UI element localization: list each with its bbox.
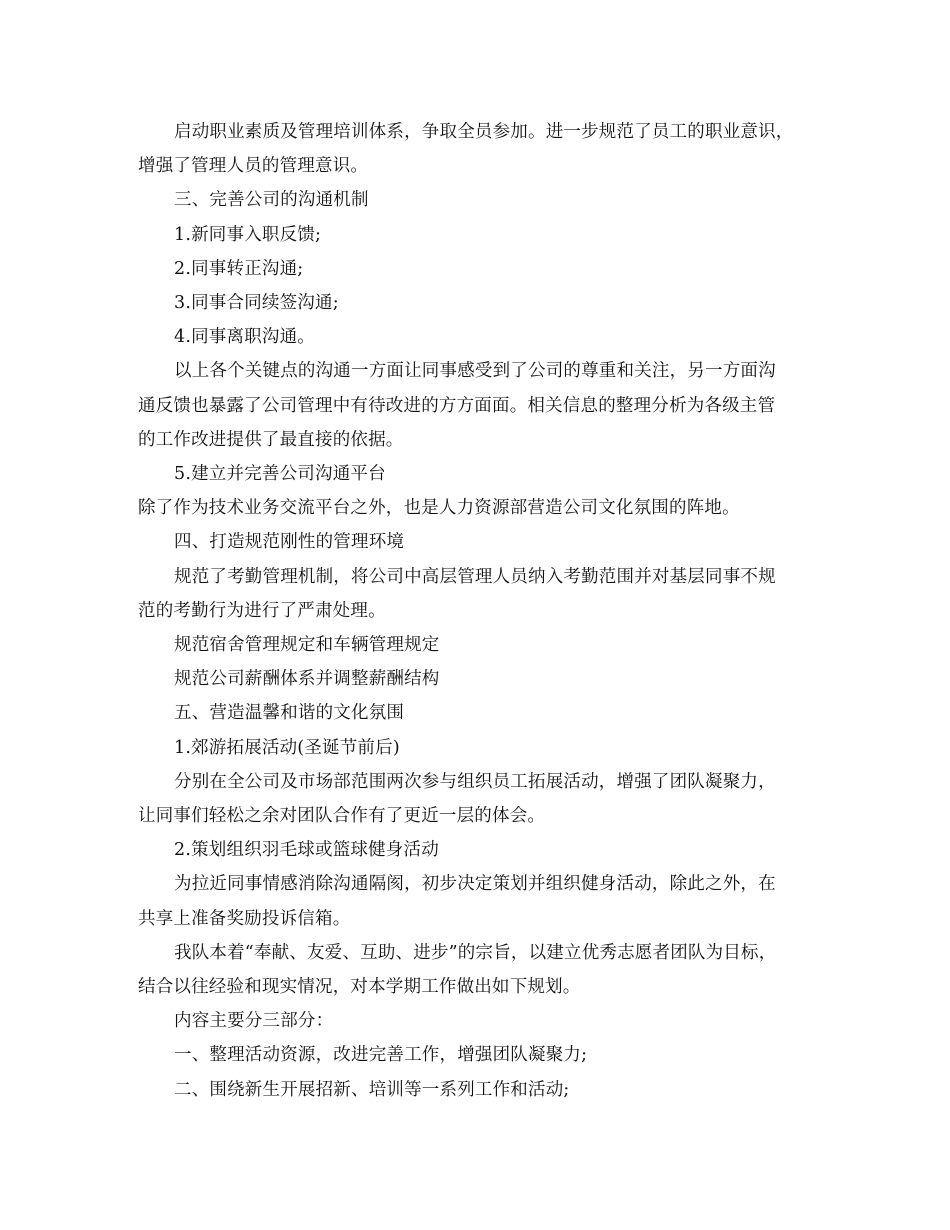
paragraph-outing-cont xyxy=(138,799,838,833)
paragraph-fitness xyxy=(138,867,838,901)
text-line: 为拉近同事情感消除沟通隔阂，初步决定策划并组织健身活动，除此之外，在 xyxy=(174,874,776,895)
paragraph-dorm xyxy=(138,628,838,662)
text-line: 以上各个关键点的沟通一方面让同事感受到了公司的尊重和关注，另一方面沟 xyxy=(174,361,776,382)
text-line: 共享上准备奖励投诉信箱。 xyxy=(138,908,351,929)
list-item-outing xyxy=(138,731,838,765)
list-item-4 xyxy=(138,320,838,354)
section-heading-5 xyxy=(138,696,838,730)
text-line: 结合以往经验和现实情况，对本学期工作做出如下规划。 xyxy=(138,977,581,998)
paragraph-salary xyxy=(138,662,838,696)
section-heading-4 xyxy=(138,525,838,559)
text-line: 除了作为技术业务交流平台之外，也是人力资源部营造公司文化氛围的阵地。 xyxy=(138,498,740,519)
paragraph-attendance-cont xyxy=(138,594,838,628)
text-line: 四、打造规范刚性的管理环境 xyxy=(174,532,405,553)
text-line: 让同事们轻松之余对团队合作有了更近一层的体会。 xyxy=(138,806,546,827)
text-line: 规范了考勤管理机制，将公司中高层管理人员纳入考勤范围并对基层同事不规 xyxy=(174,566,776,587)
list-item-fitness xyxy=(138,833,838,867)
paragraph-training xyxy=(138,115,838,149)
paragraph-communication xyxy=(138,354,838,388)
text-line: 规范宿舍管理规定和车辆管理规定 xyxy=(174,635,440,656)
text-line: 的工作改进提供了最直接的依据。 xyxy=(138,429,404,450)
paragraph-volunteer xyxy=(138,936,838,970)
text-line: 规范公司薪酬体系并调整薪酬结构 xyxy=(174,669,440,690)
text-line: 1.郊游拓展活动(圣诞节前后) xyxy=(174,737,400,758)
paragraph-training-cont xyxy=(138,149,838,183)
text-line: 2.策划组织羽毛球或篮球健身活动 xyxy=(174,840,439,861)
text-line: 3.同事合同续签沟通; xyxy=(174,293,339,314)
paragraph-communication-end xyxy=(138,423,838,457)
text-line: 启动职业素质及管理培训体系，争取全员参加。进一步规范了员工的职业意识， xyxy=(174,122,794,142)
paragraph-volunteer-cont xyxy=(138,970,838,1004)
paragraph-platform xyxy=(138,491,838,525)
list-item-2 xyxy=(138,252,838,286)
text-line: 通反馈也暴露了公司管理中有待改进的方方面面。相关信息的整理分析为各级主管 xyxy=(138,395,776,416)
text-line: 二、围绕新生开展招新、培训等一系列工作和活动; xyxy=(174,1079,570,1100)
list-item-part-1 xyxy=(138,1038,838,1072)
section-heading-3 xyxy=(138,183,838,217)
paragraph-fitness-cont xyxy=(138,902,838,936)
text-line: 一、整理活动资源，改进完善工作，增强团队凝聚力; xyxy=(174,1045,588,1066)
text-line: 我队本着“奉献、友爱、互助、进步”的宗旨，以建立优秀志愿者团队为目标， xyxy=(174,942,777,963)
text-line: 内容主要分三部分： xyxy=(174,1011,334,1032)
text-line: 5.建立并完善公司沟通平台 xyxy=(174,464,386,485)
paragraph-content-intro xyxy=(138,1004,838,1038)
paragraph-communication-cont xyxy=(138,389,838,423)
paragraph-attendance xyxy=(138,560,838,594)
text-line: 2.同事转正沟通; xyxy=(174,258,304,279)
text-line: 4.同事离职沟通。 xyxy=(174,327,315,348)
text-line: 分别在全公司及市场部范围两次参与组织员工拓展活动，增强了团队凝聚力， xyxy=(174,771,776,792)
list-item-5 xyxy=(138,457,838,491)
list-item-1 xyxy=(138,218,838,252)
document-body xyxy=(138,115,838,1107)
text-line: 五、营造温馨和谐的文化氛围 xyxy=(174,703,405,724)
list-item-part-2 xyxy=(138,1073,838,1107)
paragraph-outing xyxy=(138,765,838,799)
text-line: 范的考勤行为进行了严肃处理。 xyxy=(138,600,386,621)
text-line: 三、完善公司的沟通机制 xyxy=(174,190,369,211)
list-item-3 xyxy=(138,286,838,320)
text-line: 增强了管理人员的管理意识。 xyxy=(138,156,369,177)
text-line: 1.新同事入职反馈; xyxy=(174,224,322,245)
